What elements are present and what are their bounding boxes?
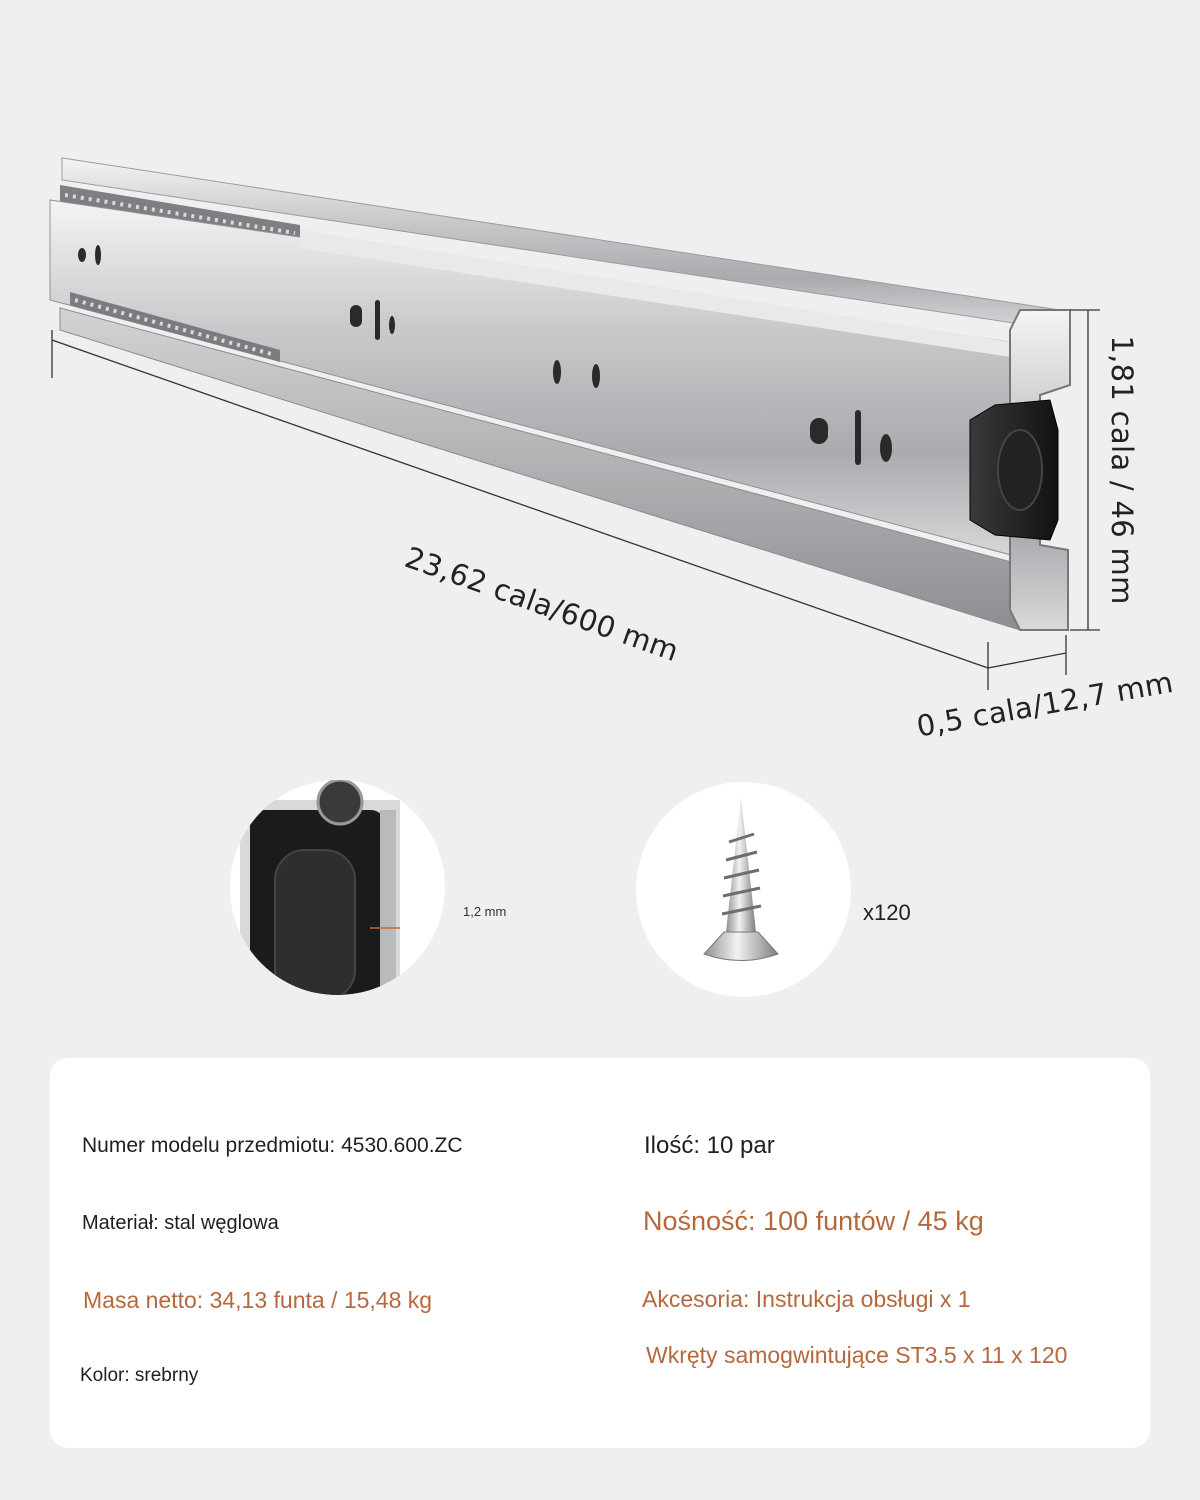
rail-main-body [50,200,1030,560]
accessories: Akcesoria: Instrukcja obsługi x 1 [642,1286,971,1312]
thickness-label: 1,2 mm [463,904,507,919]
screw-quantity-label: x120 [863,900,911,925]
specification-card [50,1058,1150,1448]
stopper-closeup-image [230,780,445,995]
width-dimension-label: 0,5 cala/12,7 mm [914,664,1176,744]
material: Materiał: stal węglowa [82,1212,279,1234]
screws-spec: Wkręty samogwintujące ST3.5 x 11 x 120 [646,1342,1068,1368]
thickness-detail-circle [230,780,445,995]
color: Kolor: srebrny [80,1365,199,1386]
quantity: Ilość: 10 par [644,1132,775,1159]
height-dimension-label: 1,81 cala / 46 mm [1105,335,1139,605]
net-weight: Masa netto: 34,13 funta / 15,48 kg [83,1287,433,1313]
load-capacity: Nośność: 100 funtów / 45 kg [643,1206,984,1236]
model-number: Numer modelu przedmiotu: 4530.600.ZC [82,1134,463,1157]
length-dimension-label: 23,62 cala/600 mm [400,540,684,669]
screw-circle [636,782,851,997]
screw-icon [636,782,851,997]
